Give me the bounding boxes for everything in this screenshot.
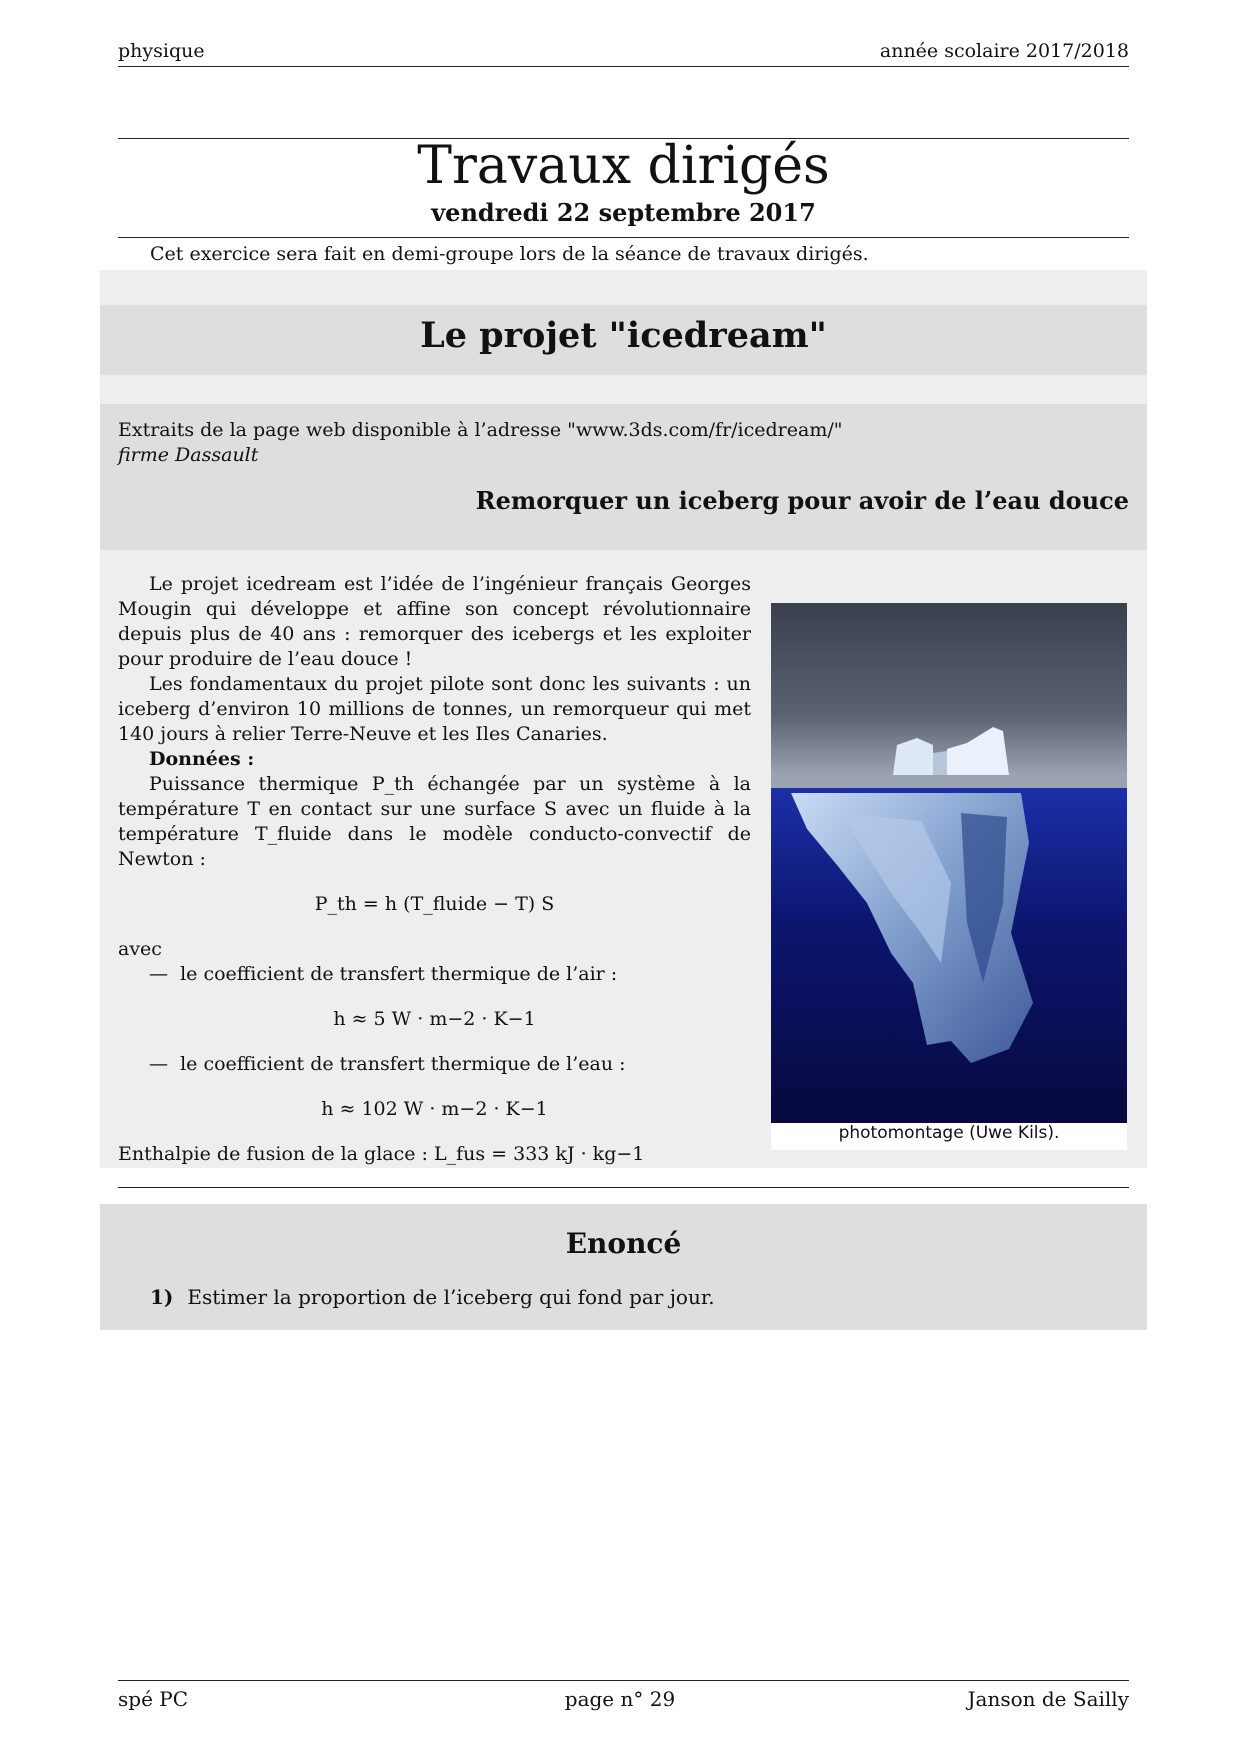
avec-label: avec xyxy=(118,938,162,960)
footer-page-number: page n° 29 xyxy=(564,1687,676,1711)
question-item xyxy=(150,1285,715,1309)
intro-note: Cet exercice sera fait en demi-groupe lors de la séance de travaux dirigés. xyxy=(150,243,869,265)
list-item-air: — le coefficient de transfert thermique de l’air : xyxy=(149,963,618,985)
extract-source xyxy=(118,418,843,468)
enonce-band xyxy=(100,1204,1147,1330)
source-line: Extraits de la page web disponible à l’adresse "www.3ds.com/fr/icedream/" xyxy=(118,419,843,441)
project-title: Le projet "icedream" xyxy=(420,315,827,356)
footer-rule xyxy=(118,1680,1129,1681)
h-air-value: h ≈ 5 W · m−2 · K−1 xyxy=(333,1008,536,1030)
enthalpie-line: Enthalpie de fusion de la glace : L_fus = 333 kJ · kg−1 xyxy=(118,1143,645,1165)
iceberg-photomontage-image xyxy=(771,603,1127,1123)
enonce-title: Enoncé xyxy=(565,1227,682,1260)
footer-school: Janson de Sailly xyxy=(967,1687,1129,1711)
firm-name: firme Dassault xyxy=(118,444,259,466)
photo-caption: photomontage (Uwe Kils). xyxy=(838,1123,1060,1143)
page-title: Travaux dirigés xyxy=(417,136,830,196)
question-text: Estimer la proportion de l’iceberg qui fond par jour. xyxy=(187,1285,715,1309)
power-intro: Puissance thermique P_th échangée par un système à la température T en contact sur une surface S avec un fluide à la température T_fluide dans le modèle conducto-convectif de Newton : xyxy=(118,773,751,870)
article-headline: Remorquer un iceberg pour avoir de l’eau douce xyxy=(475,486,1129,515)
header-rule xyxy=(118,66,1129,67)
list-item-eau: — le coefficient de transfert thermique de l’eau : xyxy=(149,1053,626,1075)
paragraph-2: Les fondamentaux du projet pilote sont donc les suivants : un iceberg d’environ 10 millions de tonnes, un remorqueur qui met 140 jours à relier Terre-Neuve et les Iles Canaries. xyxy=(118,673,751,745)
title-bottom-rule xyxy=(118,237,1129,238)
newton-formula: P_th = h (T_fluide − T) S xyxy=(314,893,555,915)
page-date: vendredi 22 septembre 2017 xyxy=(431,198,816,227)
question-number: 1) xyxy=(150,1285,174,1309)
iceberg-photo xyxy=(771,603,1127,1150)
paragraph-1: Le projet icedream est l’idée de l’ingénieur français Georges Mougin qui développe et affine son concept révolutionnaire depuis plus de 40 ans : remorquer des icebergs et les exploiter pour produire de l’eau douce ! xyxy=(118,573,751,670)
h-eau-value: h ≈ 102 W · m−2 · K−1 xyxy=(321,1098,548,1120)
item-eau-text: le coefficient de transfert thermique de l’eau : xyxy=(180,1053,626,1075)
donnees-label: Données : xyxy=(149,748,255,770)
header-year: année scolaire 2017/2018 xyxy=(879,40,1129,62)
article-body xyxy=(118,572,751,1167)
header-subject: physique xyxy=(118,40,205,62)
section-rule xyxy=(118,1187,1129,1188)
footer-class: spé PC xyxy=(118,1687,189,1711)
item-air-text: le coefficient de transfert thermique de l’air : xyxy=(180,963,618,985)
